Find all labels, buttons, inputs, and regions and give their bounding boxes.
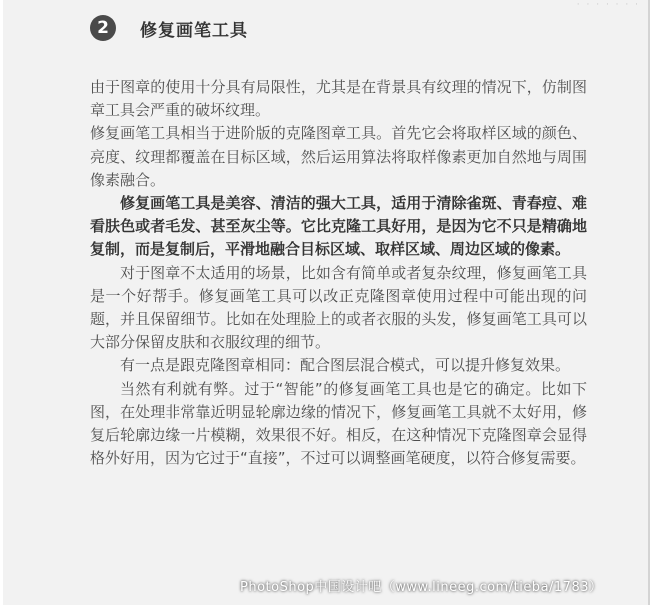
article-body [90,76,587,470]
paragraph-intro: 由于图章的使用十分具有局限性，尤其是在背景具有纹理的情况下，仿制图章工具会严重的破坏纹理。 [90,78,587,120]
section-heading [90,13,248,43]
cropped-top-text: · · · · · · · [576,0,640,10]
paragraph-drawbacks: 当然有利就有弊。过于“智能”的修复画笔工具也是它的确定。比如下图，在处理非常靠近明显轮廓边缘的情况下，修复画笔工具就不太好用，修复后轮廓边缘一片模糊，效果很不好。相反，在这种情况下克隆图章会显得格外好用，因为它过于“直接”，不过可以调整画笔硬度，以符合修复需要。 [90,379,587,468]
paragraph-highlight: 修复画笔工具是美容、清洁的强大工具，适用于清除雀斑、青春痘、难看肤色或者毛发、甚至灰尘等。它比克隆工具好用，是因为它不只是精确地复制，而是复制后，平滑地融合目标区域、取样区域、周边区域的像素。 [90,194,587,259]
paragraph-blend-mode: 有一点是跟克隆图章相同：配合图层混合模式，可以提升修复效果。 [120,356,571,375]
document-page [3,0,650,605]
source-watermark: PhotoShop中国设计吧（www.lineeg.com/tieba/1783） [240,580,603,595]
paragraph-definition: 修复画笔工具相当于进阶版的克隆图章工具。首先它会将取样区域的颜色、亮度、纹理都覆盖在目标区域，然后运用算法将取样像素更加自然地与周围像素融合。 [90,124,587,189]
paragraph-use-case: 对于图章不太适用的场景，比如含有简单或者复杂纹理，修复画笔工具是一个好帮手。修复画笔工具可以改正克隆图章使用过程中可能出现的问题，并且保留细节。比如在处理脸上的或者衣服的头发，修复画笔工具可以大部分保留皮肤和衣服纹理的细节。 [90,263,587,352]
section-title: 修复画笔工具 [140,20,248,41]
section-number-badge: 2 [90,15,116,41]
